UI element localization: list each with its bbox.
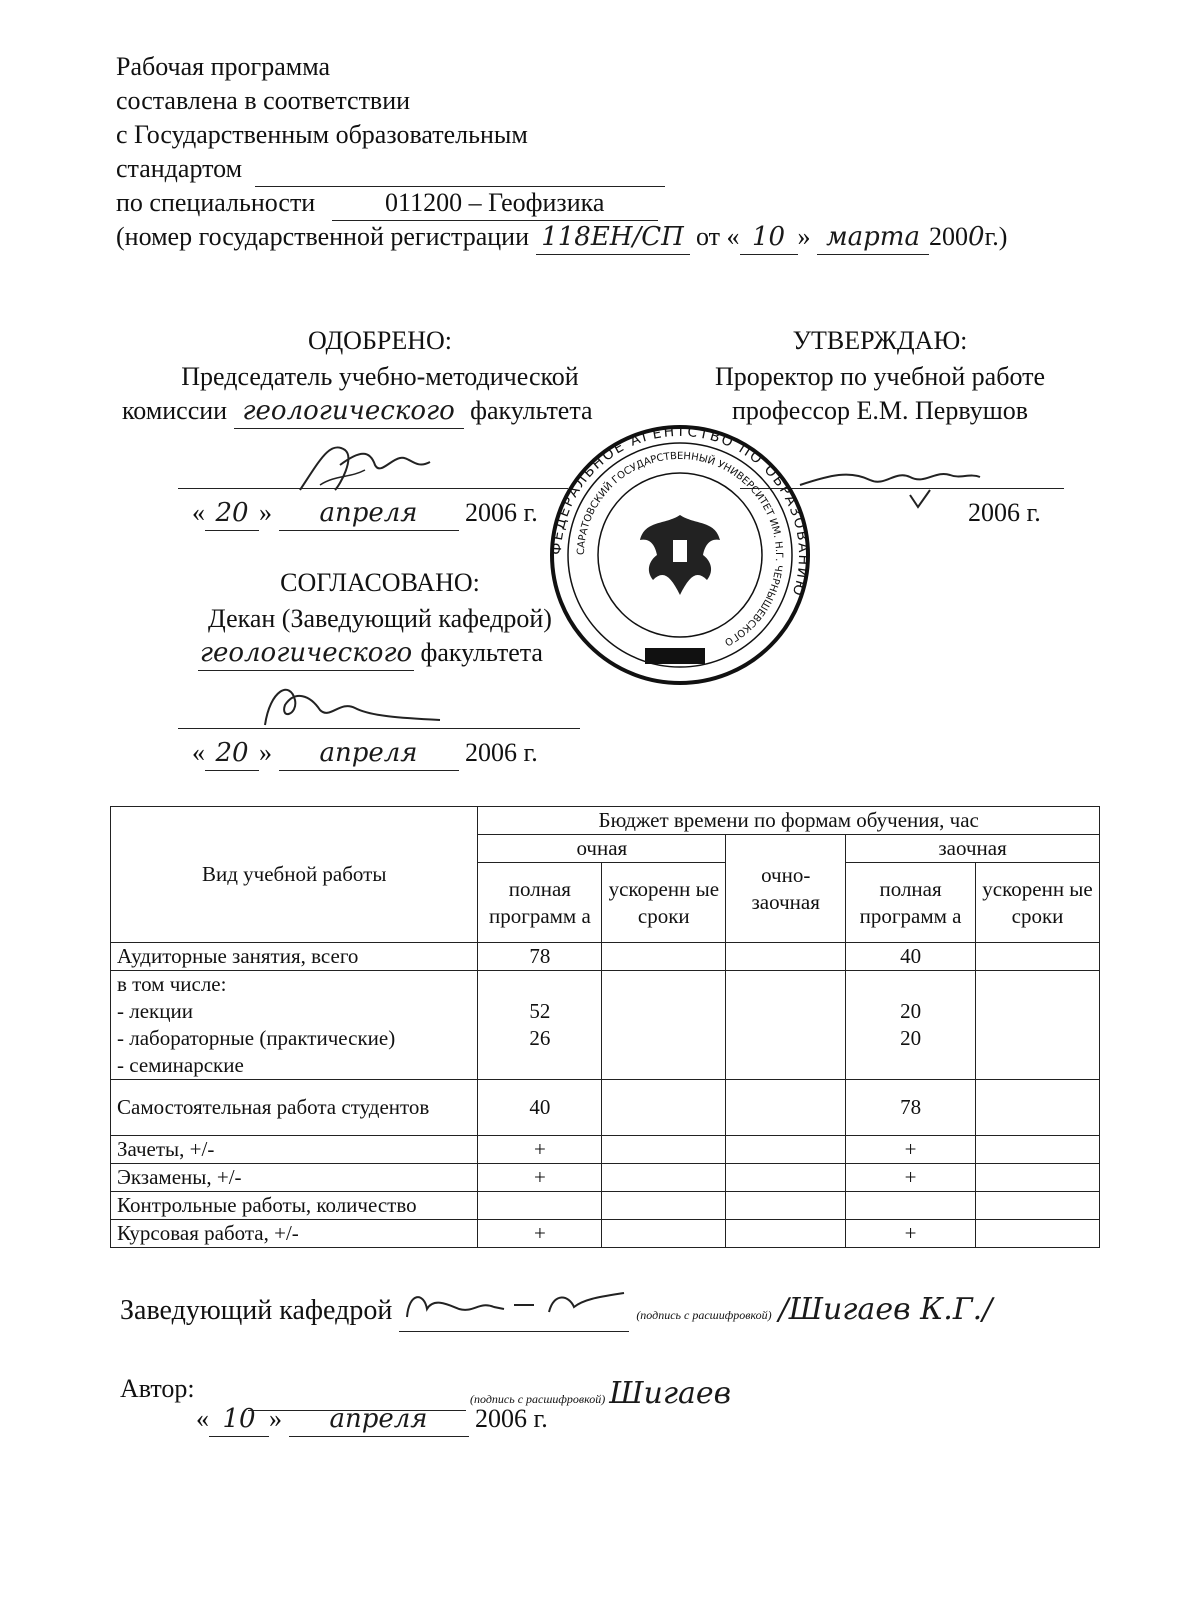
cell — [846, 1192, 976, 1220]
cell: + — [846, 1220, 976, 1248]
cell — [602, 1220, 726, 1248]
reg-year-hw: 0 — [968, 222, 985, 252]
commission-label: комиссии — [122, 396, 228, 425]
standard-blank — [255, 152, 665, 187]
cell: + — [478, 1220, 602, 1248]
cell-line: 20 — [900, 999, 922, 1023]
approved-signature — [290, 430, 450, 500]
cell — [726, 1220, 846, 1248]
approved-line-1: Председатель учебно-методической — [181, 362, 579, 391]
date-close: » — [259, 498, 272, 527]
row-sub-label: в том числе: — [117, 972, 227, 996]
cell: 40 — [478, 1080, 602, 1136]
row-sub-label: - лекции — [117, 999, 193, 1023]
head-name: /Шигаев К.Г./ — [778, 1292, 993, 1327]
head-signature-blank — [399, 1291, 629, 1332]
rector-signature — [790, 455, 990, 515]
cell-multiline — [478, 971, 602, 1080]
table-row — [111, 971, 1100, 1080]
cell-line — [852, 971, 969, 998]
header-line-1: Рабочая программа — [116, 52, 331, 81]
cell — [478, 1192, 602, 1220]
cell — [602, 1192, 726, 1220]
cell: 40 — [846, 943, 976, 971]
reg-suffix: г.) — [984, 222, 1008, 251]
cell — [602, 1080, 726, 1136]
reg-year-prefix: 200 — [929, 222, 969, 251]
table-row — [111, 1080, 1100, 1136]
date-open: « — [196, 1404, 209, 1433]
accelerated-header: ускоренн ые сроки — [602, 863, 726, 943]
row-label: Аудиторные занятия, всего — [111, 943, 478, 971]
cell — [976, 1136, 1100, 1164]
reg-day: 10 — [740, 220, 798, 255]
head-signature — [399, 1287, 629, 1321]
university-stamp — [545, 420, 815, 690]
cell: + — [846, 1164, 976, 1192]
author-year: 2006 г. — [475, 1404, 548, 1433]
cell — [976, 1164, 1100, 1192]
specialty-label: по специальности — [116, 188, 316, 217]
agreed-day: 20 — [205, 736, 259, 771]
header-line-5 — [116, 186, 658, 221]
table-row — [111, 1136, 1100, 1164]
cell — [976, 1192, 1100, 1220]
cell-line: 26 — [529, 1026, 551, 1050]
table-row — [111, 943, 1100, 971]
accelerated-header-2: ускоренн ые сроки — [976, 863, 1100, 943]
full-program-header: полная программ а — [478, 863, 602, 943]
approved-month: апреля — [279, 496, 459, 531]
dean-signature — [250, 670, 450, 740]
ochnaya-header: очная — [478, 835, 726, 863]
cell-line: 52 — [529, 999, 551, 1023]
cell-line — [852, 1052, 969, 1079]
cell — [602, 943, 726, 971]
date-open: « — [192, 738, 205, 767]
cell — [726, 971, 846, 1080]
specialty-value: 011200 – Геофизика — [332, 186, 658, 221]
agreed-date — [192, 736, 538, 771]
row-label-multiline — [111, 971, 478, 1080]
date-close: » — [269, 1404, 282, 1433]
eagle-emblem-icon — [640, 515, 720, 595]
row-label: Курсовая работа, +/- — [111, 1220, 478, 1248]
cell — [976, 971, 1100, 1080]
row-sub-label: - лабораторные (практические) — [117, 1026, 396, 1050]
cell — [726, 1136, 846, 1164]
cell: + — [846, 1136, 976, 1164]
agreed-title: СОГЛАСОВАНО: — [280, 568, 480, 597]
author-name: Шигаев — [609, 1376, 732, 1411]
table-row — [111, 1164, 1100, 1192]
faculty-label: факультета — [470, 396, 593, 425]
row-sub-label: - семинарские — [117, 1053, 244, 1077]
confirm-year: 2006 г. — [968, 498, 1041, 527]
budget-header: Бюджет времени по формам обучения, час — [478, 807, 1100, 835]
confirm-line-2: профессор Е.М. Первушов — [731, 396, 1029, 425]
cell — [726, 1192, 846, 1220]
row-label: Зачеты, +/- — [111, 1136, 478, 1164]
approved-date — [192, 496, 538, 531]
head-line — [120, 1290, 992, 1335]
cell — [602, 1136, 726, 1164]
reg-from: от « — [696, 222, 740, 251]
standard-label: стандартом — [116, 154, 243, 183]
cell-line: 20 — [900, 1026, 922, 1050]
row-label: Экзамены, +/- — [111, 1164, 478, 1192]
table-row — [111, 1192, 1100, 1220]
cell: + — [478, 1164, 602, 1192]
agreed-faculty-label: факультета — [420, 638, 543, 667]
zaochnaya-header: заочная — [846, 835, 1100, 863]
author-sign-note: (подпись с расшифровкой) — [470, 1392, 606, 1406]
cell: 78 — [478, 943, 602, 971]
cell: + — [478, 1136, 602, 1164]
agreed-line-1: Декан (Заведующий кафедрой) — [208, 604, 552, 633]
approved-faculty-hw: геологического — [234, 394, 464, 429]
agreed-month: апреля — [279, 736, 459, 771]
header-line-3: с Государственным образовательным — [116, 120, 528, 149]
approved-year: 2006 г. — [465, 498, 538, 527]
author-month: апреля — [289, 1402, 469, 1437]
author-label: Автор: — [120, 1374, 195, 1403]
confirm-title: УТВЕРЖДАЮ: — [792, 326, 968, 355]
table-header-row-1 — [111, 807, 1100, 835]
agreed-year: 2006 г. — [465, 738, 538, 767]
reg-label: (номер государственной регистрации — [116, 222, 529, 251]
head-label: Заведующий кафедрой — [120, 1295, 393, 1326]
agreed-signature-line — [178, 728, 580, 729]
cell — [602, 1164, 726, 1192]
ochno-zaochnaya-header: очно-заочная — [726, 835, 846, 943]
cell-multiline — [846, 971, 976, 1080]
reg-number: 118ЕН/СП — [536, 220, 690, 255]
cell — [726, 1080, 846, 1136]
agreed-line-2 — [198, 636, 543, 671]
cell-line — [484, 1052, 595, 1079]
agreed-faculty-hw: геологического — [198, 636, 414, 671]
cell — [726, 1164, 846, 1192]
author-day: 10 — [209, 1402, 269, 1437]
header-line-4 — [116, 152, 665, 187]
approved-line-2 — [122, 394, 593, 429]
budget-table — [110, 806, 1100, 1248]
reg-month: марта — [817, 220, 929, 255]
cell-line — [484, 971, 595, 998]
col-type-header: Вид учебной работы — [111, 807, 478, 943]
stamp-inner-text: САРАТОВСКИЙ ГОСУДАРСТВЕННЫЙ УНИВЕРСИТЕТ ИМ. Н.Г. ЧЕРНЫШЕВСКОГО — [575, 450, 785, 648]
approved-day: 20 — [205, 496, 259, 531]
cell — [976, 1220, 1100, 1248]
full-program-header-2: полная программ а — [846, 863, 976, 943]
head-sign-note: (подпись с расшифровкой) — [636, 1308, 772, 1322]
table-row — [111, 1220, 1100, 1248]
row-label: Самостоятельная работа студентов — [111, 1080, 478, 1136]
reg-day-close: » — [797, 222, 811, 251]
date-open: « — [192, 498, 205, 527]
header-line-6 — [116, 220, 1007, 255]
row-label: Контрольные работы, количество — [111, 1192, 478, 1220]
author-date — [196, 1402, 548, 1437]
cell — [976, 943, 1100, 971]
approved-title: ОДОБРЕНО: — [307, 326, 453, 355]
cell — [726, 943, 846, 971]
date-close: » — [259, 738, 272, 767]
approved-signature-line — [178, 488, 568, 489]
header-line-2: составлена в соответствии — [116, 86, 411, 115]
confirm-line-1: Проректор по учебной работе — [714, 362, 1046, 391]
cell — [976, 1080, 1100, 1136]
cell — [602, 971, 726, 1080]
cell: 78 — [846, 1080, 976, 1136]
stamp-outer-text: ФЕДЕРАЛЬНОЕ АГЕНТСТВО ПО ОБРАЗОВАНИЮ — [548, 423, 812, 600]
